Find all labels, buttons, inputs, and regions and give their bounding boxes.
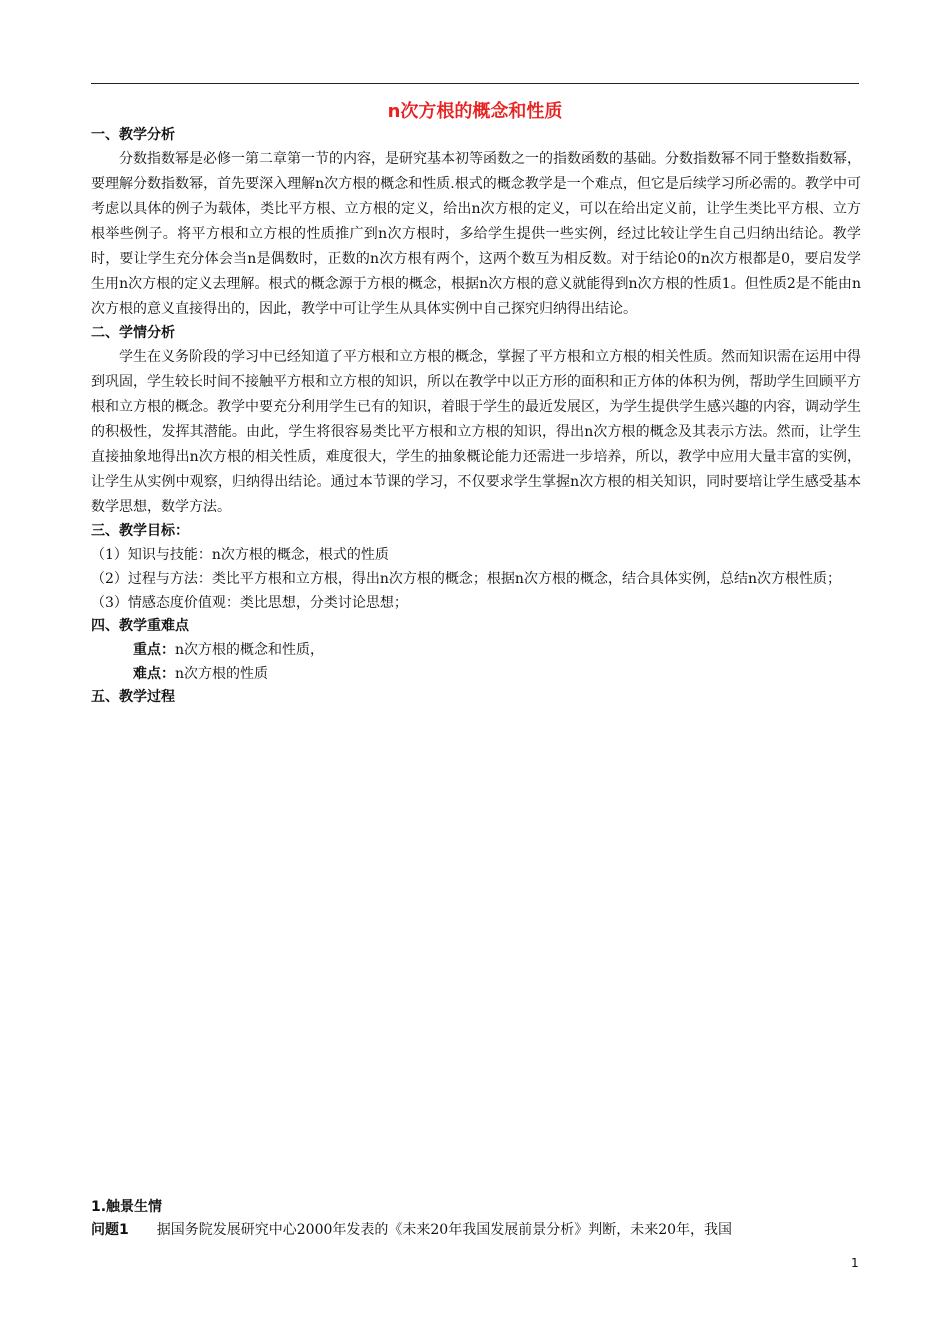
process-step-1 xyxy=(91,1196,861,1242)
section-heading: 二、学情分析 xyxy=(91,325,175,341)
question-1 xyxy=(91,1218,861,1242)
question-text: 据国务院发展研究中心2000年发表的《未来20年我国发展前景分析》判断，未来20年，我国 xyxy=(156,1222,733,1238)
section-paragraph: 学生在义务阶段的学习中已经知道了平方根和立方根的概念，掌握了平方根和立方根的相关性质。然而知识需在运用中得到巩固，学生较长时间不接触平方根和立方根的知识，所以在教学中以正方形的面积和正方体的体积为例，帮助学生回顾平方根和立方根的概念。教学中要充分利用学生已有的知识，着眼于学生的最近发展区，为学生提供学生感兴趣的内容，调动学生的积极性，发挥其潜能。由此，学生将很容易类比平方根和立方根的知识，得出n次方根的概念及其表示方法。然而，让学生直接抽象地得出n次方根的相关性质，难度很大，学生的抽象概论能力还需进一步培养，所以，教学中应用大量丰富的实例，让学生从实例中观察，归纳得出结论。通过本节课的学习，不仅要求学生掌握n次方根的相关知识，同时要培让学生感受基本数学思想，数学方法。 xyxy=(91,349,861,515)
section-heading: 四、教学重难点 xyxy=(91,618,189,634)
header-rule xyxy=(91,83,859,84)
section-paragraph: 分数指数幂是必修一第二章第一节的内容，是研究基本初等函数之一的指数函数的基础。分数指数幂不同于整数指数幂，要理解分数指数幂，首先要深入理解n次方根的概念和性质.根式的概念教学是一个难点，但它是后续学习所必需的。教学中可考虑以具体的例子为载体，类比平方根、立方根的定义，给出n次方根的定义，可以在给出定义前，让学生类比平方根、立方根举些例子。将平方根和立方根的性质推广到n次方根时，多给学生提供一些实例，经过比较让学生自己归纳出结论。教学时，要让学生充分体会当n是偶数时，正数的n次方根有两个，这两个数互为相反数。对于结论0的n次方根都是0，要启发学生用n次方根的定义去理解。根式的概念源于方根的概念，根据n次方根的意义就能得到n次方根的性质1。但性质2是不能由n次方根的意义直接得出的，因此，教学中可让学生从具体实例中自己探究归纳得出结论。 xyxy=(91,151,861,317)
question-label: 问题1 xyxy=(91,1222,129,1238)
page-number: 1 xyxy=(851,1256,859,1270)
step-heading: 1.触景生情 xyxy=(91,1199,163,1215)
document-body xyxy=(91,124,861,709)
section-heading: 一、教学分析 xyxy=(91,127,175,143)
difficult-point-label: 难点： xyxy=(133,666,175,682)
difficult-point xyxy=(91,662,861,686)
goal-item: （3）情感态度价值观：类比思想，分类讨论思想； xyxy=(91,595,408,611)
section-teaching-analysis xyxy=(91,124,861,322)
section-teaching-process xyxy=(91,686,861,709)
section-heading: 五、教学过程 xyxy=(91,689,175,705)
difficult-point-text: n次方根的性质 xyxy=(175,666,269,682)
section-key-points xyxy=(91,615,861,686)
key-point xyxy=(91,638,861,662)
section-heading: 三、教学目标： xyxy=(91,523,189,539)
goal-item: （1）知识与技能：n次方根的概念，根式的性质 xyxy=(91,547,389,563)
section-student-analysis xyxy=(91,322,861,520)
key-point-label: 重点： xyxy=(133,642,175,658)
document-title: n次方根的概念和性质 xyxy=(387,101,563,122)
key-point-text: n次方根的概念和性质， xyxy=(175,642,325,658)
goal-item: （2）过程与方法：类比平方根和立方根，得出n次方根的概念；根据n次方根的概念，结合具体实例，总结n次方根性质； xyxy=(91,571,841,587)
section-teaching-goals xyxy=(91,520,861,615)
